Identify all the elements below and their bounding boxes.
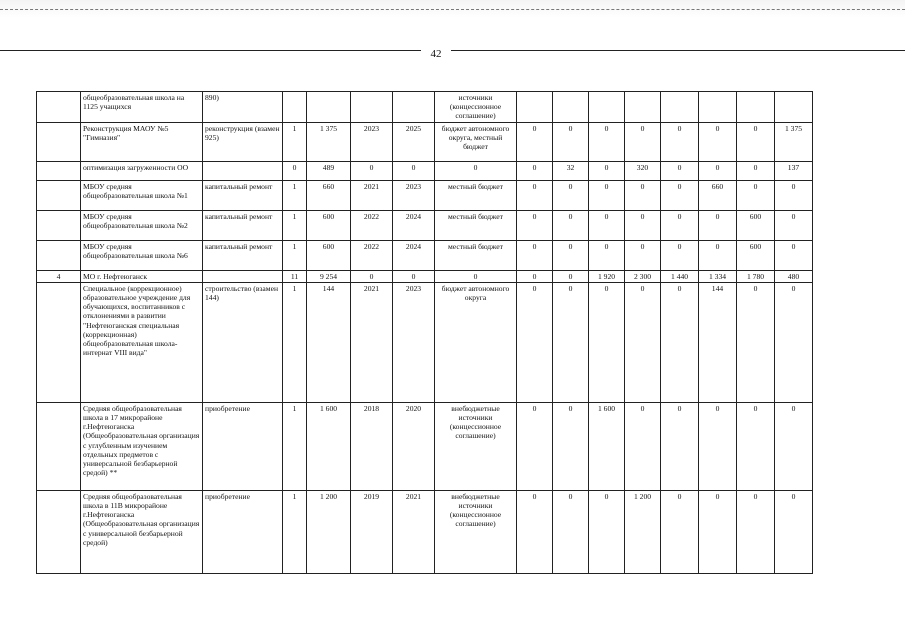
cell-funding-source: внебюджетные источники (концессионное соглашение): [435, 403, 517, 491]
cell-year-value: 1 334: [699, 271, 737, 283]
table-row: [37, 92, 813, 123]
cell-capacity: 489: [307, 162, 351, 181]
cell-year-value: 0: [661, 491, 699, 574]
cell-row-number: [37, 241, 81, 271]
cell-count: 1: [283, 403, 307, 491]
cell-year-value: 0: [517, 181, 553, 211]
cell-start-year: 2022: [351, 241, 393, 271]
cell-start-year: 2023: [351, 123, 393, 162]
cell-end-year: 2024: [393, 241, 435, 271]
table-row: [37, 123, 813, 162]
cell-year-value: [775, 92, 813, 123]
cell-end-year: 2021: [393, 491, 435, 574]
cell-year-value: 0: [589, 123, 625, 162]
cell-funding-source: бюджет автономного округа, местный бюджет: [435, 123, 517, 162]
cell-object-name: МО г. Нефтеюганск: [81, 271, 203, 283]
cell-count: 0: [283, 162, 307, 181]
cell-funding-source: внебюджетные источники (концессионное соглашение): [435, 491, 517, 574]
cell-year-value: 0: [589, 491, 625, 574]
cell-funding-source: местный бюджет: [435, 241, 517, 271]
cell-year-value: 0: [661, 241, 699, 271]
cell-year-value: 600: [737, 211, 775, 241]
cell-year-value: 0: [661, 123, 699, 162]
cell-year-value: 0: [589, 162, 625, 181]
cell-row-number: [37, 92, 81, 123]
cell-year-value: 0: [737, 283, 775, 403]
cell-end-year: [393, 92, 435, 123]
cell-year-value: 0: [625, 283, 661, 403]
cell-object-name: Реконструкция МАОУ №5 "Гимназия": [81, 123, 203, 162]
cell-year-value: 1 780: [737, 271, 775, 283]
cell-year-value: 660: [699, 181, 737, 211]
cell-capacity: 1 200: [307, 491, 351, 574]
cell-end-year: 2020: [393, 403, 435, 491]
cell-end-year: 2023: [393, 283, 435, 403]
table-row: [37, 271, 813, 283]
table-row: [37, 283, 813, 403]
cell-year-value: 0: [517, 241, 553, 271]
cell-year-value: 0: [625, 123, 661, 162]
cell-year-value: 0: [737, 123, 775, 162]
table-row: [37, 181, 813, 211]
cell-year-value: 0: [553, 123, 589, 162]
cell-year-value: 0: [553, 181, 589, 211]
cell-start-year: [351, 92, 393, 123]
cell-capacity: 600: [307, 211, 351, 241]
cell-work-type: [203, 162, 283, 181]
table-row: [37, 491, 813, 574]
cell-year-value: 0: [553, 491, 589, 574]
cell-count: [283, 92, 307, 123]
cell-year-value: [661, 92, 699, 123]
cell-row-number: [37, 491, 81, 574]
cell-year-value: [737, 92, 775, 123]
cell-work-type: 890): [203, 92, 283, 123]
cell-count: 1: [283, 211, 307, 241]
cell-year-value: 0: [625, 403, 661, 491]
cell-object-name: МБОУ средняя общеобразовательная школа №2: [81, 211, 203, 241]
page-header-rule: [0, 50, 905, 51]
cell-year-value: 0: [699, 403, 737, 491]
cell-year-value: 137: [775, 162, 813, 181]
cell-year-value: 0: [517, 123, 553, 162]
cell-work-type: реконструкция (взамен 925): [203, 123, 283, 162]
cell-year-value: 0: [517, 162, 553, 181]
cell-year-value: 320: [625, 162, 661, 181]
cell-year-value: 0: [699, 241, 737, 271]
cell-year-value: 0: [661, 211, 699, 241]
cell-year-value: 0: [775, 491, 813, 574]
cell-capacity: 660: [307, 181, 351, 211]
scan-artifact-line: [0, 9, 905, 10]
cell-count: 1: [283, 123, 307, 162]
cell-row-number: [37, 403, 81, 491]
cell-row-number: [37, 211, 81, 241]
cell-year-value: 0: [625, 181, 661, 211]
cell-year-value: 480: [775, 271, 813, 283]
cell-work-type: [203, 271, 283, 283]
cell-start-year: 0: [351, 271, 393, 283]
cell-year-value: 0: [775, 283, 813, 403]
cell-funding-source: местный бюджет: [435, 211, 517, 241]
cell-funding-source: бюджет автономного округа: [435, 283, 517, 403]
cell-capacity: 1 375: [307, 123, 351, 162]
cell-year-value: 0: [699, 211, 737, 241]
cell-funding-source: местный бюджет: [435, 181, 517, 211]
cell-row-number: [37, 181, 81, 211]
cell-year-value: 1 920: [589, 271, 625, 283]
cell-year-value: 0: [661, 283, 699, 403]
table-row: [37, 241, 813, 271]
cell-work-type: строительство (взамен 144): [203, 283, 283, 403]
cell-year-value: 1 440: [661, 271, 699, 283]
cell-count: 1: [283, 241, 307, 271]
cell-row-number: [37, 162, 81, 181]
cell-object-name: МБОУ средняя общеобразовательная школа №6: [81, 241, 203, 271]
cell-year-value: 0: [775, 241, 813, 271]
cell-year-value: 0: [699, 491, 737, 574]
cell-year-value: 0: [699, 162, 737, 181]
cell-year-value: 0: [661, 162, 699, 181]
cell-start-year: 2021: [351, 181, 393, 211]
cell-year-value: 0: [517, 403, 553, 491]
cell-year-value: 0: [737, 491, 775, 574]
cell-year-value: [699, 92, 737, 123]
cell-year-value: [625, 92, 661, 123]
cell-year-value: 0: [553, 403, 589, 491]
cell-year-value: 0: [699, 123, 737, 162]
cell-end-year: 0: [393, 162, 435, 181]
cell-year-value: 0: [553, 241, 589, 271]
cell-work-type: приобретение: [203, 403, 283, 491]
cell-year-value: 0: [775, 403, 813, 491]
cell-count: 11: [283, 271, 307, 283]
cell-year-value: 0: [553, 211, 589, 241]
cell-year-value: 0: [517, 211, 553, 241]
cell-object-name: оптимизация загруженности ОО: [81, 162, 203, 181]
cell-object-name: МБОУ средняя общеобразовательная школа №1: [81, 181, 203, 211]
cell-year-value: 2 300: [625, 271, 661, 283]
cell-start-year: 0: [351, 162, 393, 181]
cell-year-value: 0: [553, 283, 589, 403]
cell-object-name: Средняя общеобразовательная школа в 17 микрорайоне г.Нефтеюганска (Общеобразовательная организация с углубленным изучением отдельных предметов с универсальной безбарьерной средой) **: [81, 403, 203, 491]
cell-row-number: [37, 283, 81, 403]
cell-funding-source: источники (концессионное соглашение): [435, 92, 517, 123]
cell-year-value: 0: [661, 403, 699, 491]
cell-year-value: 1 200: [625, 491, 661, 574]
cell-year-value: 0: [625, 241, 661, 271]
cell-work-type: капитальный ремонт: [203, 181, 283, 211]
cell-work-type: капитальный ремонт: [203, 241, 283, 271]
cell-start-year: 2022: [351, 211, 393, 241]
cell-year-value: 0: [737, 181, 775, 211]
cell-year-value: 0: [737, 162, 775, 181]
cell-count: 1: [283, 283, 307, 403]
cell-funding-source: 0: [435, 271, 517, 283]
cell-capacity: 9 254: [307, 271, 351, 283]
cell-work-type: капитальный ремонт: [203, 211, 283, 241]
cell-year-value: 0: [661, 181, 699, 211]
cell-row-number: 4: [37, 271, 81, 283]
cell-count: 1: [283, 491, 307, 574]
cell-year-value: 600: [737, 241, 775, 271]
cell-year-value: 0: [589, 211, 625, 241]
table-row: [37, 403, 813, 491]
cell-capacity: 1 600: [307, 403, 351, 491]
cell-year-value: [517, 92, 553, 123]
cell-year-value: 0: [517, 491, 553, 574]
cell-start-year: 2019: [351, 491, 393, 574]
cell-capacity: [307, 92, 351, 123]
cell-year-value: 0: [775, 181, 813, 211]
cell-year-value: 144: [699, 283, 737, 403]
cell-row-number: [37, 123, 81, 162]
cell-end-year: 2024: [393, 211, 435, 241]
cell-year-value: 0: [517, 283, 553, 403]
cell-capacity: 144: [307, 283, 351, 403]
cell-year-value: 1 600: [589, 403, 625, 491]
cell-year-value: 0: [589, 241, 625, 271]
cell-object-name: Средняя общеобразовательная школа в 11В микрорайоне г.Нефтеюганска (Общеобразовательная организация с универсальной безбарьерной средой): [81, 491, 203, 574]
cell-object-name: общеобразовательная школа на 1125 учащихся: [81, 92, 203, 123]
cell-funding-source: 0: [435, 162, 517, 181]
cell-year-value: 0: [553, 271, 589, 283]
cell-year-value: 0: [517, 271, 553, 283]
cell-end-year: 2023: [393, 181, 435, 211]
cell-end-year: 2025: [393, 123, 435, 162]
cell-start-year: 2018: [351, 403, 393, 491]
cell-year-value: 0: [589, 283, 625, 403]
table-row: [37, 162, 813, 181]
cell-end-year: 0: [393, 271, 435, 283]
cell-year-value: 0: [737, 403, 775, 491]
cell-start-year: 2021: [351, 283, 393, 403]
cell-capacity: 600: [307, 241, 351, 271]
cell-year-value: 1 375: [775, 123, 813, 162]
cell-year-value: 0: [589, 181, 625, 211]
schools-table: [36, 91, 813, 574]
cell-year-value: 0: [625, 211, 661, 241]
cell-year-value: 0: [775, 211, 813, 241]
page-number: 42: [421, 48, 451, 60]
cell-count: 1: [283, 181, 307, 211]
cell-year-value: [589, 92, 625, 123]
cell-year-value: 32: [553, 162, 589, 181]
cell-year-value: [553, 92, 589, 123]
table-row: [37, 211, 813, 241]
cell-work-type: приобретение: [203, 491, 283, 574]
cell-object-name: Специальное (коррекционное) образовательное учреждение для обучающихся, воспитанников с отклонениями в развитии "Нефтеюганская специальная (коррекционная) общеобразовательная школа-интернат VIII вида": [81, 283, 203, 403]
